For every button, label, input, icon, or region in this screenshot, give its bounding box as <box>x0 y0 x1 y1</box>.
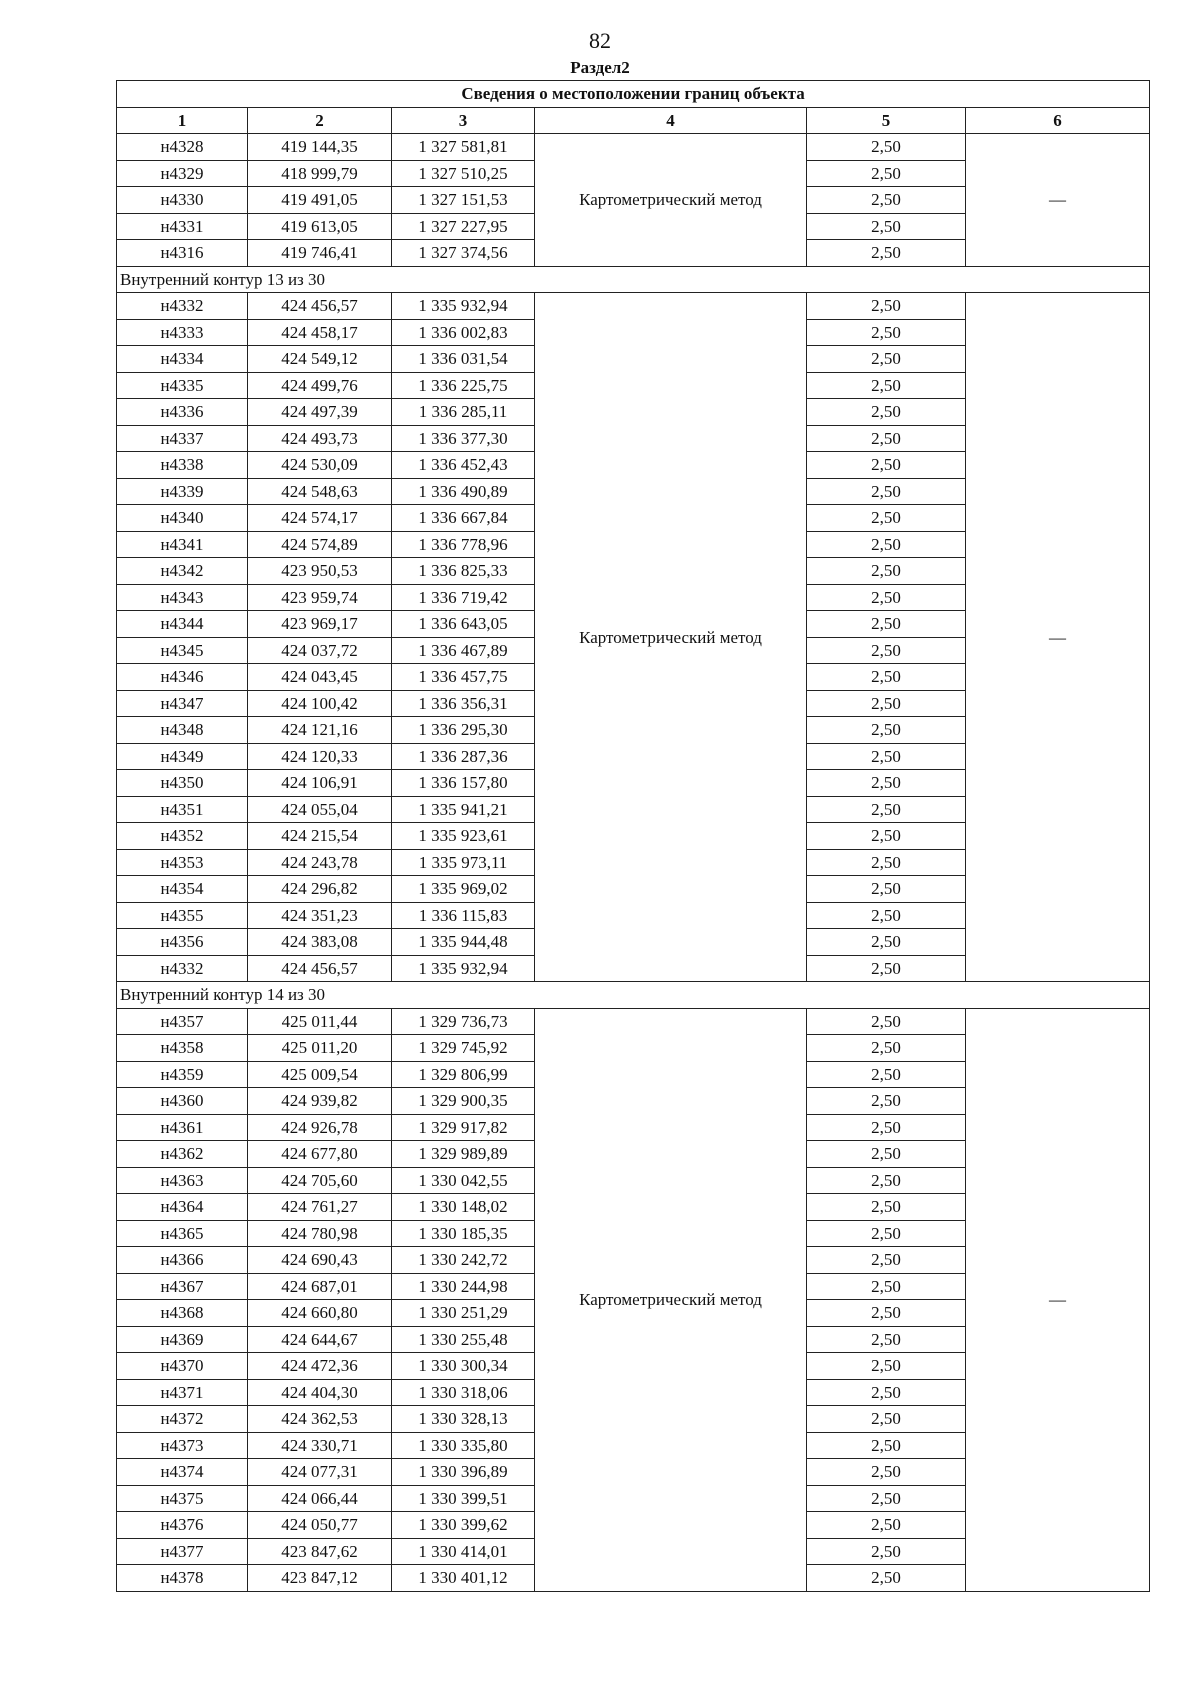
x-coordinate-cell: 425 011,44 <box>248 1008 392 1035</box>
y-coordinate-cell: 1 330 396,89 <box>392 1459 535 1486</box>
x-coordinate-cell: 424 660,80 <box>248 1300 392 1327</box>
table-caption: Сведения о местоположении границ объекта <box>117 81 1150 108</box>
y-coordinate-cell: 1 330 251,29 <box>392 1300 535 1327</box>
point-id-cell: н4341 <box>117 531 248 558</box>
accuracy-cell: 2,50 <box>807 372 966 399</box>
y-coordinate-cell: 1 336 225,75 <box>392 372 535 399</box>
y-coordinate-cell: 1 327 510,25 <box>392 160 535 187</box>
accuracy-cell: 2,50 <box>807 1194 966 1221</box>
y-coordinate-cell: 1 330 300,34 <box>392 1353 535 1380</box>
accuracy-cell: 2,50 <box>807 955 966 982</box>
x-coordinate-cell: 424 456,57 <box>248 955 392 982</box>
point-id-cell: н4342 <box>117 558 248 585</box>
x-coordinate-cell: 424 677,80 <box>248 1141 392 1168</box>
y-coordinate-cell: 1 330 414,01 <box>392 1538 535 1565</box>
point-id-cell: н4375 <box>117 1485 248 1512</box>
y-coordinate-cell: 1 329 736,73 <box>392 1008 535 1035</box>
accuracy-cell: 2,50 <box>807 1379 966 1406</box>
y-coordinate-cell: 1 335 923,61 <box>392 823 535 850</box>
point-id-cell: н4345 <box>117 637 248 664</box>
point-id-cell: н4374 <box>117 1459 248 1486</box>
x-coordinate-cell: 424 215,54 <box>248 823 392 850</box>
y-coordinate-cell: 1 336 115,83 <box>392 902 535 929</box>
point-id-cell: н4337 <box>117 425 248 452</box>
point-id-cell: н4329 <box>117 160 248 187</box>
point-id-cell: н4366 <box>117 1247 248 1274</box>
x-coordinate-cell: 424 037,72 <box>248 637 392 664</box>
y-coordinate-cell: 1 330 399,62 <box>392 1512 535 1539</box>
point-id-cell: н4359 <box>117 1061 248 1088</box>
y-coordinate-cell: 1 330 335,80 <box>392 1432 535 1459</box>
point-id-cell: н4333 <box>117 319 248 346</box>
y-coordinate-cell: 1 336 295,30 <box>392 717 535 744</box>
point-id-cell: н4377 <box>117 1538 248 1565</box>
point-id-cell: н4354 <box>117 876 248 903</box>
point-id-cell: н4344 <box>117 611 248 638</box>
x-coordinate-cell: 424 497,39 <box>248 399 392 426</box>
accuracy-cell: 2,50 <box>807 717 966 744</box>
y-coordinate-cell: 1 336 356,31 <box>392 690 535 717</box>
accuracy-cell: 2,50 <box>807 637 966 664</box>
point-id-cell: н4338 <box>117 452 248 479</box>
x-coordinate-cell: 424 120,33 <box>248 743 392 770</box>
accuracy-cell: 2,50 <box>807 1353 966 1380</box>
y-coordinate-cell: 1 336 719,42 <box>392 584 535 611</box>
y-coordinate-cell: 1 335 969,02 <box>392 876 535 903</box>
contour-label: Внутренний контур 13 из 30 <box>117 266 1150 293</box>
point-id-cell: н4353 <box>117 849 248 876</box>
point-id-cell: н4330 <box>117 187 248 214</box>
x-coordinate-cell: 424 644,67 <box>248 1326 392 1353</box>
accuracy-cell: 2,50 <box>807 452 966 479</box>
point-id-cell: н4351 <box>117 796 248 823</box>
point-id-cell: н4360 <box>117 1088 248 1115</box>
y-coordinate-cell: 1 336 157,80 <box>392 770 535 797</box>
point-id-cell: н4367 <box>117 1273 248 1300</box>
point-id-cell: н4356 <box>117 929 248 956</box>
accuracy-cell: 2,50 <box>807 584 966 611</box>
accuracy-cell: 2,50 <box>807 770 966 797</box>
section-title: Раздел2 <box>570 58 630 77</box>
x-coordinate-cell: 424 574,89 <box>248 531 392 558</box>
x-coordinate-cell: 424 493,73 <box>248 425 392 452</box>
contour-header-row <box>117 266 1150 293</box>
x-coordinate-cell: 419 613,05 <box>248 213 392 240</box>
x-coordinate-cell: 423 959,74 <box>248 584 392 611</box>
point-id-cell: н4371 <box>117 1379 248 1406</box>
accuracy-cell: 2,50 <box>807 346 966 373</box>
contour-label: Внутренний контур 14 из 30 <box>117 982 1150 1009</box>
point-id-cell: н4348 <box>117 717 248 744</box>
point-id-cell: н4316 <box>117 240 248 267</box>
point-id-cell: н4368 <box>117 1300 248 1327</box>
point-id-cell: н4340 <box>117 505 248 532</box>
accuracy-cell: 2,50 <box>807 1565 966 1592</box>
y-coordinate-cell: 1 330 399,51 <box>392 1485 535 1512</box>
table-row <box>117 134 1150 161</box>
note-cell: — <box>966 134 1150 267</box>
accuracy-cell: 2,50 <box>807 1061 966 1088</box>
accuracy-cell: 2,50 <box>807 478 966 505</box>
x-coordinate-cell: 425 011,20 <box>248 1035 392 1062</box>
x-coordinate-cell: 424 050,77 <box>248 1512 392 1539</box>
point-id-cell: н4357 <box>117 1008 248 1035</box>
accuracy-cell: 2,50 <box>807 1035 966 1062</box>
column-header: 4 <box>535 107 807 134</box>
y-coordinate-cell: 1 327 374,56 <box>392 240 535 267</box>
note-cell: — <box>966 1008 1150 1591</box>
accuracy-cell: 2,50 <box>807 558 966 585</box>
point-id-cell: н4332 <box>117 955 248 982</box>
accuracy-cell: 2,50 <box>807 240 966 267</box>
x-coordinate-cell: 424 383,08 <box>248 929 392 956</box>
accuracy-cell: 2,50 <box>807 1273 966 1300</box>
table-body <box>117 134 1150 1592</box>
y-coordinate-cell: 1 330 401,12 <box>392 1565 535 1592</box>
point-id-cell: н4334 <box>117 346 248 373</box>
point-id-cell: н4372 <box>117 1406 248 1433</box>
accuracy-cell: 2,50 <box>807 690 966 717</box>
x-coordinate-cell: 424 574,17 <box>248 505 392 532</box>
table-row <box>117 1008 1150 1035</box>
y-coordinate-cell: 1 336 287,36 <box>392 743 535 770</box>
x-coordinate-cell: 424 106,91 <box>248 770 392 797</box>
method-cell: Картометрический метод <box>535 293 807 982</box>
point-id-cell: н4352 <box>117 823 248 850</box>
x-coordinate-cell: 424 296,82 <box>248 876 392 903</box>
y-coordinate-cell: 1 330 242,72 <box>392 1247 535 1274</box>
x-coordinate-cell: 423 969,17 <box>248 611 392 638</box>
contour-header-row <box>117 982 1150 1009</box>
coordinates-table <box>116 80 1150 1592</box>
accuracy-cell: 2,50 <box>807 1167 966 1194</box>
y-coordinate-cell: 1 336 377,30 <box>392 425 535 452</box>
point-id-cell: н4343 <box>117 584 248 611</box>
page-number: 82 <box>589 28 611 53</box>
x-coordinate-cell: 424 121,16 <box>248 717 392 744</box>
x-coordinate-cell: 425 009,54 <box>248 1061 392 1088</box>
point-id-cell: н4335 <box>117 372 248 399</box>
accuracy-cell: 2,50 <box>807 929 966 956</box>
x-coordinate-cell: 424 066,44 <box>248 1485 392 1512</box>
method-cell: Картометрический метод <box>535 134 807 267</box>
table-row <box>117 293 1150 320</box>
x-coordinate-cell: 424 243,78 <box>248 849 392 876</box>
point-id-cell: н4362 <box>117 1141 248 1168</box>
accuracy-cell: 2,50 <box>807 134 966 161</box>
accuracy-cell: 2,50 <box>807 1300 966 1327</box>
column-header: 3 <box>392 107 535 134</box>
y-coordinate-cell: 1 336 002,83 <box>392 319 535 346</box>
y-coordinate-cell: 1 327 151,53 <box>392 187 535 214</box>
point-id-cell: н4365 <box>117 1220 248 1247</box>
accuracy-cell: 2,50 <box>807 425 966 452</box>
point-id-cell: н4373 <box>117 1432 248 1459</box>
y-coordinate-cell: 1 336 031,54 <box>392 346 535 373</box>
y-coordinate-cell: 1 336 467,89 <box>392 637 535 664</box>
accuracy-cell: 2,50 <box>807 1088 966 1115</box>
point-id-cell: н4355 <box>117 902 248 929</box>
column-header: 5 <box>807 107 966 134</box>
y-coordinate-cell: 1 330 042,55 <box>392 1167 535 1194</box>
header-row <box>117 107 1150 134</box>
point-id-cell: н4347 <box>117 690 248 717</box>
accuracy-cell: 2,50 <box>807 213 966 240</box>
point-id-cell: н4346 <box>117 664 248 691</box>
accuracy-cell: 2,50 <box>807 187 966 214</box>
y-coordinate-cell: 1 336 285,11 <box>392 399 535 426</box>
point-id-cell: н4350 <box>117 770 248 797</box>
accuracy-cell: 2,50 <box>807 399 966 426</box>
accuracy-cell: 2,50 <box>807 505 966 532</box>
x-coordinate-cell: 424 043,45 <box>248 664 392 691</box>
accuracy-cell: 2,50 <box>807 876 966 903</box>
x-coordinate-cell: 423 847,12 <box>248 1565 392 1592</box>
accuracy-cell: 2,50 <box>807 1485 966 1512</box>
accuracy-cell: 2,50 <box>807 1326 966 1353</box>
x-coordinate-cell: 424 456,57 <box>248 293 392 320</box>
point-id-cell: н4349 <box>117 743 248 770</box>
accuracy-cell: 2,50 <box>807 611 966 638</box>
x-coordinate-cell: 423 950,53 <box>248 558 392 585</box>
point-id-cell: н4378 <box>117 1565 248 1592</box>
column-header: 1 <box>117 107 248 134</box>
x-coordinate-cell: 424 780,98 <box>248 1220 392 1247</box>
y-coordinate-cell: 1 330 244,98 <box>392 1273 535 1300</box>
y-coordinate-cell: 1 336 457,75 <box>392 664 535 691</box>
x-coordinate-cell: 424 530,09 <box>248 452 392 479</box>
x-coordinate-cell: 424 548,63 <box>248 478 392 505</box>
y-coordinate-cell: 1 335 932,94 <box>392 293 535 320</box>
accuracy-cell: 2,50 <box>807 1247 966 1274</box>
x-coordinate-cell: 424 690,43 <box>248 1247 392 1274</box>
accuracy-cell: 2,50 <box>807 1538 966 1565</box>
y-coordinate-cell: 1 335 973,11 <box>392 849 535 876</box>
accuracy-cell: 2,50 <box>807 1141 966 1168</box>
y-coordinate-cell: 1 329 745,92 <box>392 1035 535 1062</box>
y-coordinate-cell: 1 336 643,05 <box>392 611 535 638</box>
x-coordinate-cell: 424 077,31 <box>248 1459 392 1486</box>
y-coordinate-cell: 1 330 255,48 <box>392 1326 535 1353</box>
accuracy-cell: 2,50 <box>807 743 966 770</box>
point-id-cell: н4339 <box>117 478 248 505</box>
y-coordinate-cell: 1 330 185,35 <box>392 1220 535 1247</box>
x-coordinate-cell: 424 100,42 <box>248 690 392 717</box>
y-coordinate-cell: 1 327 227,95 <box>392 213 535 240</box>
accuracy-cell: 2,50 <box>807 160 966 187</box>
x-coordinate-cell: 424 549,12 <box>248 346 392 373</box>
x-coordinate-cell: 424 362,53 <box>248 1406 392 1433</box>
y-coordinate-cell: 1 336 452,43 <box>392 452 535 479</box>
y-coordinate-cell: 1 335 941,21 <box>392 796 535 823</box>
x-coordinate-cell: 424 472,36 <box>248 1353 392 1380</box>
accuracy-cell: 2,50 <box>807 293 966 320</box>
point-id-cell: н4331 <box>117 213 248 240</box>
y-coordinate-cell: 1 330 148,02 <box>392 1194 535 1221</box>
y-coordinate-cell: 1 330 318,06 <box>392 1379 535 1406</box>
y-coordinate-cell: 1 335 944,48 <box>392 929 535 956</box>
y-coordinate-cell: 1 329 900,35 <box>392 1088 535 1115</box>
x-coordinate-cell: 424 499,76 <box>248 372 392 399</box>
y-coordinate-cell: 1 336 490,89 <box>392 478 535 505</box>
x-coordinate-cell: 423 847,62 <box>248 1538 392 1565</box>
x-coordinate-cell: 424 458,17 <box>248 319 392 346</box>
accuracy-cell: 2,50 <box>807 1432 966 1459</box>
accuracy-cell: 2,50 <box>807 319 966 346</box>
y-coordinate-cell: 1 327 581,81 <box>392 134 535 161</box>
x-coordinate-cell: 424 055,04 <box>248 796 392 823</box>
point-id-cell: н4358 <box>117 1035 248 1062</box>
point-id-cell: н4364 <box>117 1194 248 1221</box>
x-coordinate-cell: 424 404,30 <box>248 1379 392 1406</box>
accuracy-cell: 2,50 <box>807 902 966 929</box>
accuracy-cell: 2,50 <box>807 531 966 558</box>
x-coordinate-cell: 424 687,01 <box>248 1273 392 1300</box>
note-cell: — <box>966 293 1150 982</box>
y-coordinate-cell: 1 336 825,33 <box>392 558 535 585</box>
point-id-cell: н4363 <box>117 1167 248 1194</box>
x-coordinate-cell: 424 705,60 <box>248 1167 392 1194</box>
x-coordinate-cell: 418 999,79 <box>248 160 392 187</box>
x-coordinate-cell: 419 491,05 <box>248 187 392 214</box>
accuracy-cell: 2,50 <box>807 849 966 876</box>
y-coordinate-cell: 1 329 806,99 <box>392 1061 535 1088</box>
point-id-cell: н4328 <box>117 134 248 161</box>
y-coordinate-cell: 1 336 667,84 <box>392 505 535 532</box>
point-id-cell: н4370 <box>117 1353 248 1380</box>
accuracy-cell: 2,50 <box>807 664 966 691</box>
accuracy-cell: 2,50 <box>807 1512 966 1539</box>
accuracy-cell: 2,50 <box>807 1459 966 1486</box>
y-coordinate-cell: 1 336 778,96 <box>392 531 535 558</box>
accuracy-cell: 2,50 <box>807 1008 966 1035</box>
accuracy-cell: 2,50 <box>807 1114 966 1141</box>
x-coordinate-cell: 424 330,71 <box>248 1432 392 1459</box>
x-coordinate-cell: 424 761,27 <box>248 1194 392 1221</box>
point-id-cell: н4336 <box>117 399 248 426</box>
x-coordinate-cell: 424 351,23 <box>248 902 392 929</box>
x-coordinate-cell: 424 926,78 <box>248 1114 392 1141</box>
point-id-cell: н4376 <box>117 1512 248 1539</box>
method-cell: Картометрический метод <box>535 1008 807 1591</box>
y-coordinate-cell: 1 329 917,82 <box>392 1114 535 1141</box>
point-id-cell: н4369 <box>117 1326 248 1353</box>
y-coordinate-cell: 1 330 328,13 <box>392 1406 535 1433</box>
accuracy-cell: 2,50 <box>807 1406 966 1433</box>
column-header: 6 <box>966 107 1150 134</box>
accuracy-cell: 2,50 <box>807 1220 966 1247</box>
y-coordinate-cell: 1 335 932,94 <box>392 955 535 982</box>
x-coordinate-cell: 419 746,41 <box>248 240 392 267</box>
point-id-cell: н4332 <box>117 293 248 320</box>
point-id-cell: н4361 <box>117 1114 248 1141</box>
x-coordinate-cell: 424 939,82 <box>248 1088 392 1115</box>
accuracy-cell: 2,50 <box>807 823 966 850</box>
x-coordinate-cell: 419 144,35 <box>248 134 392 161</box>
y-coordinate-cell: 1 329 989,89 <box>392 1141 535 1168</box>
column-header: 2 <box>248 107 392 134</box>
accuracy-cell: 2,50 <box>807 796 966 823</box>
